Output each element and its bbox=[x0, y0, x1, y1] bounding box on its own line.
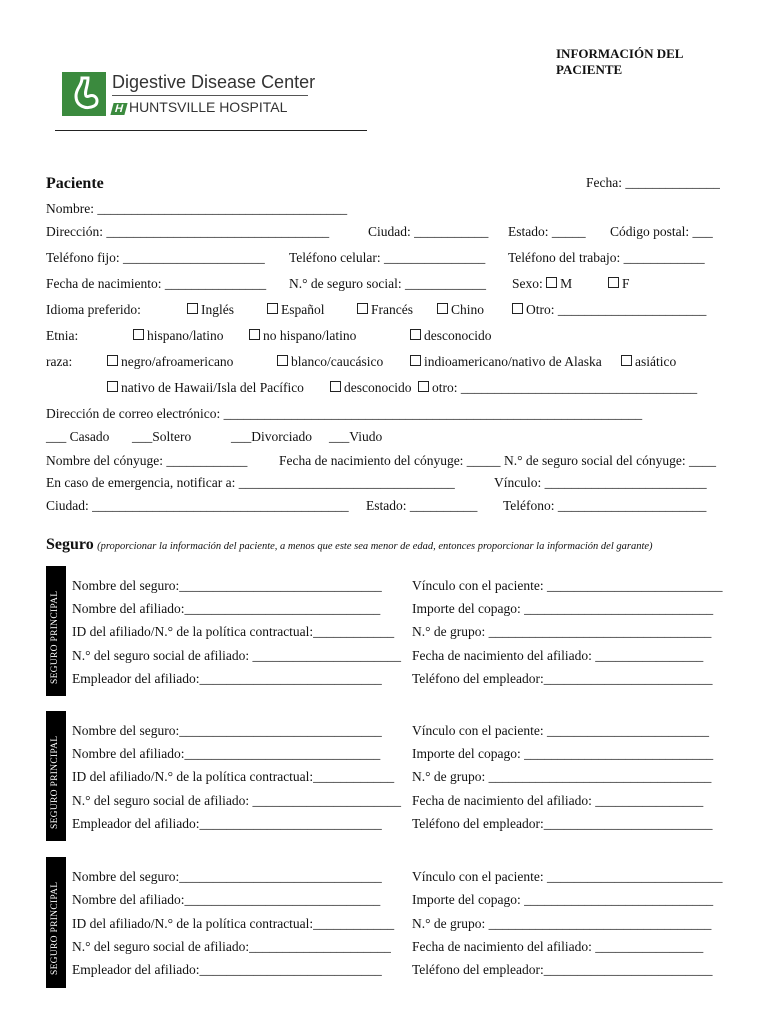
emergency-field[interactable]: En caso de emergencia, notificar a: ________________________________ bbox=[46, 475, 455, 490]
lang-french-checkbox[interactable] bbox=[357, 303, 368, 314]
language-label: Idioma preferido: bbox=[46, 302, 141, 317]
race-native-checkbox[interactable] bbox=[410, 355, 421, 366]
race-white-label: blanco/caucásico bbox=[291, 354, 384, 369]
eth-non-hispanic-label: no hispano/latino bbox=[263, 328, 357, 343]
header-divider bbox=[55, 130, 367, 131]
insurance-block-2-sidebar bbox=[46, 711, 66, 841]
sex-f-checkbox[interactable] bbox=[608, 277, 619, 288]
race-unknown-checkbox[interactable] bbox=[330, 381, 341, 392]
ins3-group-field[interactable]: N.° de grupo: _________________________________ bbox=[412, 916, 712, 931]
race-native-label: indioamericano/nativo de Alaska bbox=[424, 354, 602, 369]
logo bbox=[62, 72, 316, 120]
race-native-option bbox=[410, 354, 602, 370]
lang-other-checkbox[interactable] bbox=[512, 303, 523, 314]
emergency-relationship-field[interactable]: Vínculo: ________________________ bbox=[494, 475, 707, 490]
form-title-line2: PACIENTE bbox=[556, 62, 623, 77]
lang-chinese-label: Chino bbox=[451, 302, 485, 317]
spouse-name-field[interactable]: Nombre del cónyuge: ____________ bbox=[46, 453, 248, 468]
race-white-checkbox[interactable] bbox=[277, 355, 288, 366]
race-black-checkbox[interactable] bbox=[107, 355, 118, 366]
ins2-employer-field[interactable]: Empleador del afiliado:___________________________ bbox=[72, 816, 382, 831]
ssn-field[interactable]: N.° de seguro social: ____________ bbox=[289, 276, 486, 291]
sex-f-option bbox=[608, 276, 630, 292]
status-married[interactable]: ___ Casado bbox=[46, 429, 110, 444]
address-field[interactable]: Dirección: _________________________________ bbox=[46, 224, 330, 239]
eth-hispanic-label: hispano/latino bbox=[147, 328, 224, 343]
race-white-option bbox=[277, 354, 383, 370]
ins3-copay-field[interactable]: Importe del copago: ____________________________ bbox=[412, 892, 714, 907]
ins2-member-dob-field[interactable]: Fecha de nacimiento del afiliado: ________________ bbox=[412, 793, 704, 808]
ins2-group-field[interactable]: N.° de grupo: _________________________________ bbox=[412, 769, 712, 784]
eth-hispanic-checkbox[interactable] bbox=[133, 329, 144, 340]
ins3-member-dob-field[interactable]: Fecha de nacimiento del afiliado: ________________ bbox=[412, 939, 704, 954]
ins1-name-field[interactable]: Nombre del seguro:______________________________ bbox=[72, 578, 382, 593]
cell-phone-field[interactable]: Teléfono celular: _______________ bbox=[289, 250, 486, 265]
patient-section-title: Paciente bbox=[46, 175, 104, 192]
lang-english-option bbox=[187, 302, 234, 318]
race-asian-option bbox=[621, 354, 676, 370]
emergency-city-field[interactable]: Ciudad: ______________________________________ bbox=[46, 498, 349, 513]
lang-spanish-label: Español bbox=[281, 302, 325, 317]
ins3-name-field[interactable]: Nombre del seguro:______________________________ bbox=[72, 869, 382, 884]
race-asian-checkbox[interactable] bbox=[621, 355, 632, 366]
ins1-member-id-field[interactable]: ID del afiliado/N.° de la política contractual:____________ bbox=[72, 624, 395, 639]
lang-english-checkbox[interactable] bbox=[187, 303, 198, 314]
race-hawaiian-checkbox[interactable] bbox=[107, 381, 118, 392]
emergency-state-field[interactable]: Estado: __________ bbox=[366, 498, 478, 513]
home-phone-field[interactable]: Teléfono fijo: _____________________ bbox=[46, 250, 265, 265]
form-title-line1: INFORMACIÓN DEL bbox=[556, 46, 684, 61]
race-other-option bbox=[418, 380, 697, 396]
state-field[interactable]: Estado: _____ bbox=[508, 224, 586, 239]
lang-other-field[interactable]: Otro: ______________________ bbox=[526, 302, 707, 317]
lang-spanish-checkbox[interactable] bbox=[267, 303, 278, 314]
ins3-relationship-field[interactable]: Vínculo con el paciente: __________________________ bbox=[412, 869, 723, 884]
zip-field[interactable]: Código postal: ___ bbox=[610, 224, 713, 239]
ins1-member-name-field[interactable]: Nombre del afiliado:_____________________________ bbox=[72, 601, 381, 616]
ins1-member-ssn-field[interactable]: N.° del seguro social de afiliado: ______________________ bbox=[72, 648, 401, 663]
eth-non-hispanic-option bbox=[249, 328, 356, 344]
ins2-employer-phone-field[interactable]: Teléfono del empleador:_________________________ bbox=[412, 816, 713, 831]
ins2-member-ssn-field[interactable]: N.° del seguro social de afiliado: ______________________ bbox=[72, 793, 401, 808]
ins1-group-field[interactable]: N.° de grupo: _________________________________ bbox=[412, 624, 712, 639]
eth-unknown-option bbox=[410, 328, 491, 344]
ins3-member-id-field[interactable]: ID del afiliado/N.° de la política contractual:____________ bbox=[72, 916, 395, 931]
ins1-member-dob-field[interactable]: Fecha de nacimiento del afiliado: ________________ bbox=[412, 648, 704, 663]
ins1-copay-field[interactable]: Importe del copago: ____________________________ bbox=[412, 601, 714, 616]
emergency-phone-field[interactable]: Teléfono: ______________________ bbox=[503, 498, 707, 513]
eth-hispanic-option bbox=[133, 328, 224, 344]
lang-other-option bbox=[512, 302, 706, 318]
status-divorced[interactable]: ___Divorciado bbox=[231, 429, 312, 444]
race-hawaiian-option bbox=[107, 380, 304, 396]
logo-hospital bbox=[112, 99, 287, 115]
ins3-member-ssn-field[interactable]: N.° del seguro social de afiliado:_____________________ bbox=[72, 939, 391, 954]
eth-non-hispanic-checkbox[interactable] bbox=[249, 329, 260, 340]
spouse-ssn-field[interactable]: N.° de seguro social del cónyuge: ____ bbox=[504, 453, 716, 468]
eth-unknown-label: desconocido bbox=[424, 328, 492, 343]
ethnicity-label: Etnia: bbox=[46, 328, 79, 343]
race-black-label: negro/afroamericano bbox=[121, 354, 234, 369]
logo-name: Digestive Disease Center bbox=[112, 72, 316, 92]
work-phone-field[interactable]: Teléfono del trabajo: ____________ bbox=[508, 250, 705, 265]
lang-english-label: Inglés bbox=[201, 302, 234, 317]
race-unknown-option bbox=[330, 380, 411, 396]
sex-m-checkbox[interactable] bbox=[546, 277, 557, 288]
ins1-relationship-field[interactable]: Vínculo con el paciente: __________________________ bbox=[412, 578, 723, 593]
insurance-block-3-sidebar bbox=[46, 857, 66, 988]
ins3-member-name-field[interactable]: Nombre del afiliado:_____________________________ bbox=[72, 892, 381, 907]
ins2-copay-field[interactable]: Importe del copago: ____________________________ bbox=[412, 746, 714, 761]
race-unknown-label: desconocido bbox=[344, 380, 412, 395]
insurance-block-1-sidebar bbox=[46, 566, 66, 696]
ins3-employer-field[interactable]: Empleador del afiliado:___________________________ bbox=[72, 962, 382, 977]
ins2-member-name-field[interactable]: Nombre del afiliado:_____________________________ bbox=[72, 746, 381, 761]
insurance-note: (proporcionar la información del paciente, a menos que este sea menor de edad, entonces proporcionar la información del garante) bbox=[97, 541, 653, 552]
insurance-heading bbox=[46, 536, 653, 554]
ins2-name-field[interactable]: Nombre del seguro:______________________________ bbox=[72, 723, 382, 738]
ins3-employer-phone-field[interactable]: Teléfono del empleador:_________________________ bbox=[412, 962, 713, 977]
ins2-relationship-field[interactable]: Vínculo con el paciente: ________________________ bbox=[412, 723, 709, 738]
ins1-employer-field[interactable]: Empleador del afiliado:___________________________ bbox=[72, 671, 382, 686]
sex-label: Sexo: bbox=[512, 276, 543, 291]
race-asian-label: asiático bbox=[635, 354, 677, 369]
insurance-section-title: Seguro bbox=[46, 536, 94, 553]
sex-m-label: M bbox=[560, 276, 573, 291]
spouse-dob-field[interactable]: Fecha de nacimiento del cónyuge: _____ bbox=[279, 453, 501, 468]
sex-f-label: F bbox=[622, 276, 630, 291]
lang-french-label: Francés bbox=[371, 302, 413, 317]
email-field[interactable]: Dirección de correo electrónico: ______________________________________________________________ bbox=[46, 406, 643, 421]
lang-french-option bbox=[357, 302, 413, 318]
ins2-member-id-field[interactable]: ID del afiliado/N.° de la política contractual:____________ bbox=[72, 769, 395, 784]
date-field[interactable]: Fecha: ______________ bbox=[586, 175, 720, 190]
lang-chinese-option bbox=[437, 302, 484, 318]
race-hawaiian-label: nativo de Hawaii/Isla del Pacífico bbox=[121, 380, 304, 395]
city-field[interactable]: Ciudad: ___________ bbox=[368, 224, 489, 239]
race-other-checkbox[interactable] bbox=[418, 381, 429, 392]
insurance-block-2-label: SEGURO PRINCIPAL bbox=[50, 735, 60, 829]
insurance-block-1-label: SEGURO PRINCIPAL bbox=[50, 590, 60, 684]
status-widowed[interactable]: ___Viudo bbox=[329, 429, 383, 444]
hh-mark-icon: H bbox=[110, 103, 127, 115]
race-label: raza: bbox=[46, 354, 73, 369]
insurance-block-3-label: SEGURO PRINCIPAL bbox=[50, 881, 60, 975]
sex-group bbox=[512, 276, 572, 292]
lang-chinese-checkbox[interactable] bbox=[437, 303, 448, 314]
logo-hospital-name: HUNTSVILLE HOSPITAL bbox=[128, 99, 288, 115]
form-title bbox=[556, 46, 726, 78]
name-field[interactable]: Nombre: _____________________________________ bbox=[46, 201, 348, 216]
eth-unknown-checkbox[interactable] bbox=[410, 329, 421, 340]
lang-spanish-option bbox=[267, 302, 325, 318]
stomach-icon bbox=[62, 72, 106, 116]
race-black-option bbox=[107, 354, 233, 370]
dob-field[interactable]: Fecha de nacimiento: _______________ bbox=[46, 276, 267, 291]
race-other-field[interactable]: otro: ___________________________________ bbox=[432, 380, 698, 395]
status-single[interactable]: ___Soltero bbox=[132, 429, 192, 444]
logo-divider bbox=[112, 95, 308, 96]
ins1-employer-phone-field[interactable]: Teléfono del empleador:_________________________ bbox=[412, 671, 713, 686]
